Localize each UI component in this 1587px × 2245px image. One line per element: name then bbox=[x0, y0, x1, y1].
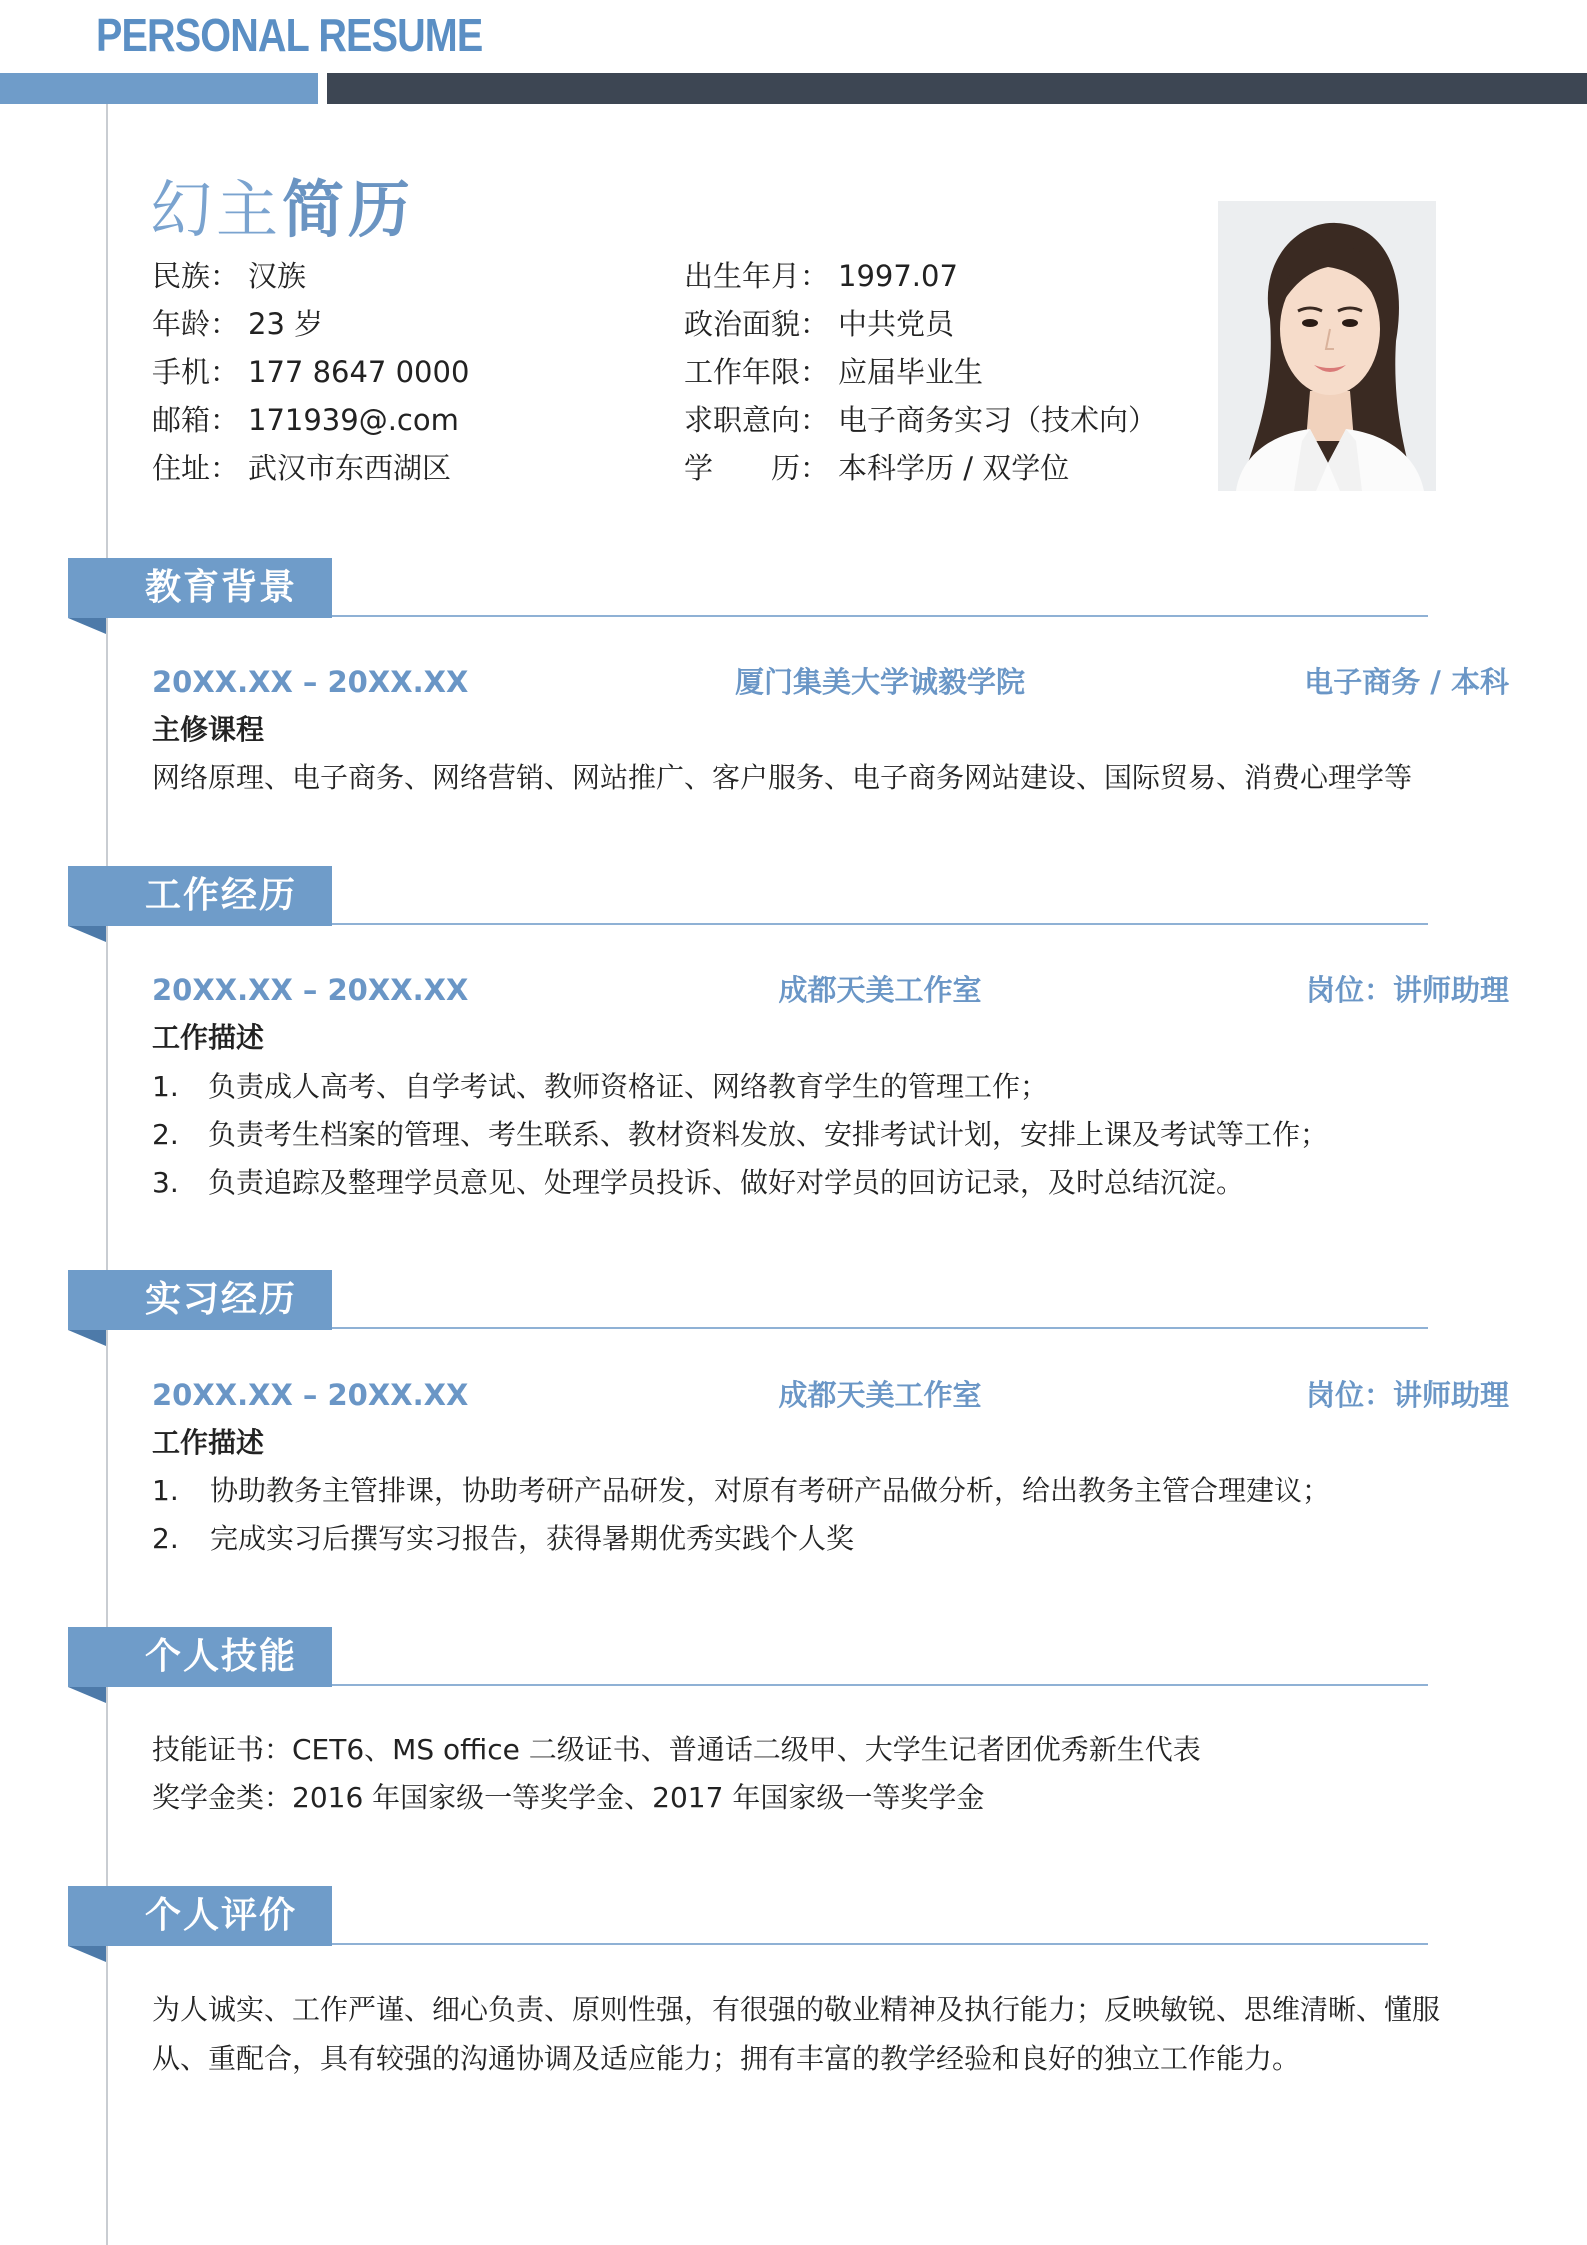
section-fold bbox=[68, 1687, 106, 1703]
work-item-text: 负责成人高考、自学考试、教师资格证、网络教育学生的管理工作； bbox=[208, 1070, 1049, 1103]
info-row-job-intent bbox=[684, 396, 1204, 444]
skills-scholarships: 奖学金类：2016 年国家级一等奖学金、2017 年国家级一等奖学金 bbox=[152, 1781, 985, 1814]
skills-certificates: 技能证书：CET6、MS office 二级证书、普通话二级甲、大学生记者团优秀新生代表 bbox=[152, 1733, 1201, 1766]
section-fold bbox=[68, 1946, 106, 1962]
section-divider bbox=[332, 1684, 1428, 1686]
info-right-column bbox=[684, 252, 1204, 492]
info-left-column bbox=[152, 252, 672, 492]
internship-item-number: 2. bbox=[152, 1522, 179, 1555]
internship-date: 20XX.XX – 20XX.XX bbox=[152, 1378, 469, 1412]
info-label: 邮箱： bbox=[152, 403, 240, 437]
work-position: 岗位：讲师助理 bbox=[1305, 973, 1509, 1007]
info-label: 手机： bbox=[152, 355, 240, 389]
info-label: 出生年月： bbox=[684, 259, 830, 293]
info-label: 求职意向： bbox=[684, 403, 830, 437]
info-row-phone bbox=[152, 348, 672, 396]
work-item-number: 2. bbox=[152, 1118, 179, 1151]
work-company: 成都天美工作室 bbox=[778, 973, 982, 1007]
info-value: 电子商务实习（技术向） bbox=[838, 403, 1158, 437]
section-title-skills: 个人技能 bbox=[145, 1636, 298, 1677]
section-divider bbox=[332, 1327, 1428, 1329]
work-date: 20XX.XX – 20XX.XX bbox=[152, 973, 469, 1007]
info-row-political bbox=[684, 300, 1204, 348]
work-item-number: 1. bbox=[152, 1070, 179, 1103]
work-item-text: 负责考生档案的管理、考生联系、教材资料发放、安排考试计划，安排上课及考试等工作； bbox=[208, 1118, 1329, 1151]
info-value: 23 岁 bbox=[248, 307, 324, 341]
internship-item-number: 1. bbox=[152, 1474, 179, 1507]
internship-subheading: 工作描述 bbox=[152, 1426, 265, 1459]
education-date: 20XX.XX – 20XX.XX bbox=[152, 665, 469, 699]
name-light: 幻主 bbox=[150, 173, 283, 246]
internship-item-text: 完成实习后撰写实习报告，获得暑期优秀实践个人奖 bbox=[210, 1522, 855, 1555]
section-fold bbox=[68, 1330, 106, 1346]
info-value: 本科学历 / 双学位 bbox=[838, 451, 1070, 485]
education-school: 厦门集美大学诚毅学院 bbox=[734, 665, 1025, 699]
info-row-experience-years bbox=[684, 348, 1204, 396]
name-strong-1: 简 bbox=[282, 173, 349, 246]
education-major: 电子商务 / 本科 bbox=[1304, 665, 1509, 699]
info-value: 汉族 bbox=[248, 259, 307, 293]
section-fold bbox=[68, 926, 106, 942]
section-divider bbox=[332, 615, 1428, 617]
work-subheading: 工作描述 bbox=[152, 1021, 265, 1054]
section-title-evaluation: 个人评价 bbox=[145, 1895, 298, 1936]
info-value: 177 8647 0000 bbox=[248, 355, 470, 389]
info-label: 住址： bbox=[152, 451, 240, 485]
section-divider bbox=[332, 1943, 1428, 1945]
info-value: 171939@.com bbox=[248, 403, 459, 437]
resume-name-title bbox=[150, 160, 414, 249]
info-row-ethnicity bbox=[152, 252, 672, 300]
info-value: 中共党员 bbox=[838, 307, 955, 341]
info-row-age bbox=[152, 300, 672, 348]
education-subheading: 主修课程 bbox=[152, 713, 265, 746]
evaluation-line-2: 从、重配合，具有较强的沟通协调及适应能力；拥有丰富的教学经验和良好的独立工作能力。 bbox=[152, 2042, 1301, 2075]
section-divider bbox=[332, 923, 1428, 925]
evaluation-line-1: 为人诚实、工作严谨、细心负责、原则性强，有很强的敬业精神及执行能力；反映敏锐、思维清晰、懂服 bbox=[152, 1993, 1441, 2026]
work-item-text: 负责追踪及整理学员意见、处理学员投诉、做好对学员的回访记录，及时总结沉淀。 bbox=[208, 1166, 1245, 1199]
section-title-internship: 实习经历 bbox=[145, 1279, 298, 1320]
info-value: 1997.07 bbox=[838, 259, 958, 293]
internship-item-text: 协助教务主管排课，协助考研产品研发，对原有考研产品做分析，给出教务主管合理建议； bbox=[210, 1474, 1331, 1507]
header-accent-bar bbox=[0, 73, 318, 104]
section-title-work: 工作经历 bbox=[145, 875, 298, 916]
info-label: 年龄： bbox=[152, 307, 240, 341]
work-item-number: 3. bbox=[152, 1166, 179, 1199]
info-label: 工作年限： bbox=[684, 355, 830, 389]
info-label: 学 历： bbox=[684, 451, 830, 485]
profile-photo bbox=[1218, 201, 1436, 491]
portrait-illustration bbox=[1218, 201, 1436, 491]
header-dark-bar bbox=[327, 73, 1587, 104]
internship-position: 岗位：讲师助理 bbox=[1305, 1378, 1509, 1412]
info-value: 应届毕业生 bbox=[838, 355, 984, 389]
info-row-email bbox=[152, 396, 672, 444]
info-row-degree bbox=[684, 444, 1204, 492]
section-fold bbox=[68, 618, 106, 634]
education-courses: 网络原理、电子商务、网络营销、网站推广、客户服务、电子商务网站建设、国际贸易、消费心理学等 bbox=[152, 761, 1413, 794]
info-value: 武汉市东西湖区 bbox=[248, 451, 452, 485]
internship-company: 成都天美工作室 bbox=[778, 1378, 982, 1412]
info-row-address bbox=[152, 444, 672, 492]
header-title: PERSONAL RESUME bbox=[96, 9, 483, 61]
name-strong-2: 历 bbox=[348, 173, 415, 246]
info-row-birth bbox=[684, 252, 1204, 300]
info-label: 民族： bbox=[152, 259, 240, 293]
section-title-education: 教育背景 bbox=[145, 567, 298, 608]
info-label: 政治面貌： bbox=[684, 307, 830, 341]
